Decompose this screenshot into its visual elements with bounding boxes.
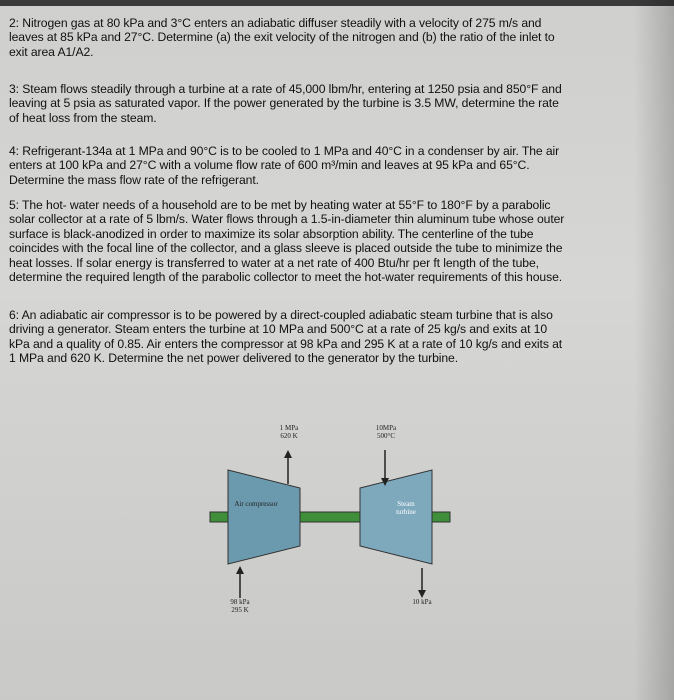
problem-line: leaves at 85 kPa and 27°C. Determine (a) the exit velocity of the nitrogen and (b) the ratio of the inlet to <box>9 30 555 45</box>
turbine-inlet-pressure: 10MPa <box>375 424 397 432</box>
top-edge-shadow <box>0 0 674 6</box>
problem-line: heat losses. If solar energy is transferred to water at a net rate of 400 Btu/hr per ft length of the tube, <box>9 255 539 270</box>
problem-line: 4: Refrigerant-134a at 1 MPa and 90°C is to be cooled to 1 MPa and 40°C in a condenser by air. The air <box>9 144 560 158</box>
turbine-body <box>360 470 432 564</box>
compressor-inlet-arrow <box>236 566 244 574</box>
problem-line: solar collector at a rate of 5 lbm/s. Water flows through a 1.5-in-diameter thin aluminum tube whose outer <box>9 212 565 227</box>
problem-2 <box>9 16 639 59</box>
turbine-outlet-pressure: 10 kPa <box>412 598 432 606</box>
compressor-outlet-arrow <box>284 450 292 458</box>
problem-line: of heat loss from the steam. <box>9 110 157 125</box>
compressor-body <box>228 470 300 564</box>
problem-line: enters at 100 kPa and 27°C with a volume flow rate of 600 m³/min and leaves at 95 kPa and 65°C. <box>9 158 530 173</box>
problem-line: Determine the mass flow rate of the refrigerant. <box>9 172 259 187</box>
problem-line: kPa and a quality of 0.85. Air enters the compressor at 98 kPa and 295 K at a rate of 10 kg/s and exits at <box>9 336 563 351</box>
compressor-turbine-diagram <box>200 420 460 660</box>
turbine-outlet-arrow <box>418 590 426 598</box>
compressor-label: Air compressor <box>234 500 278 508</box>
problem-4 <box>9 144 639 187</box>
compressor-outlet-temp: 620 K <box>280 432 298 440</box>
problem-line: driving a generator. Steam enters the turbine at 10 MPa and 500°C at a rate of 25 kg/s and exits at 10 <box>9 322 548 337</box>
problem-line: coincides with the focal line of the collector, and a glass sleeve is placed outside the tube to minimize the <box>9 241 563 256</box>
compressor-inlet-pressure: 98 kPa <box>230 598 250 606</box>
problem-6 <box>9 308 639 366</box>
problem-line: leaving at 5 psia as saturated vapor. If the power generated by the turbine is 3.5 MW, determine the rate <box>9 96 559 111</box>
problem-line: 3: Steam flows steadily through a turbine at a rate of 45,000 lbm/hr, entering at 1250 psia and 850°F and <box>9 82 562 96</box>
turbine-inlet-temp: 500°C <box>377 432 395 440</box>
problem-line: determine the required length of the parabolic collector to meet the hot-water requirements of this house. <box>9 270 563 285</box>
problem-line: 1 MPa and 620 K. Determine the net power delivered to the generator by the turbine. <box>9 351 459 366</box>
problem-5 <box>9 198 639 284</box>
compressor-inlet-label <box>224 598 256 614</box>
problem-line: 2: Nitrogen gas at 80 kPa and 3°C enters an adiabatic diffuser steadily with a velocity of 275 m/s and <box>9 16 542 30</box>
compressor-inlet-temp: 295 K <box>231 606 249 614</box>
problem-line: surface is black-anodized in order to maximize its solar absorption ability. The centerline of the tube <box>9 226 534 241</box>
compressor-outlet-label <box>274 424 304 440</box>
problem-line: 5: The hot- water needs of a household are to be met by heating water at 55°F to 180°F by a parabolic <box>9 198 551 212</box>
turbine-outlet-label <box>406 598 438 606</box>
turbine-inlet-label <box>368 424 404 440</box>
diagram-svg <box>200 420 460 660</box>
problem-3 <box>9 82 639 125</box>
right-edge-shadow <box>634 0 674 700</box>
problem-line: 6: An adiabatic air compressor is to be powered by a direct-coupled adiabatic steam turbine that is also <box>9 308 553 322</box>
compressor-outlet-pressure: 1 MPa <box>279 424 299 432</box>
problem-line: exit area A1/A2. <box>9 44 94 59</box>
turbine-label: Steam turbine <box>396 500 416 516</box>
